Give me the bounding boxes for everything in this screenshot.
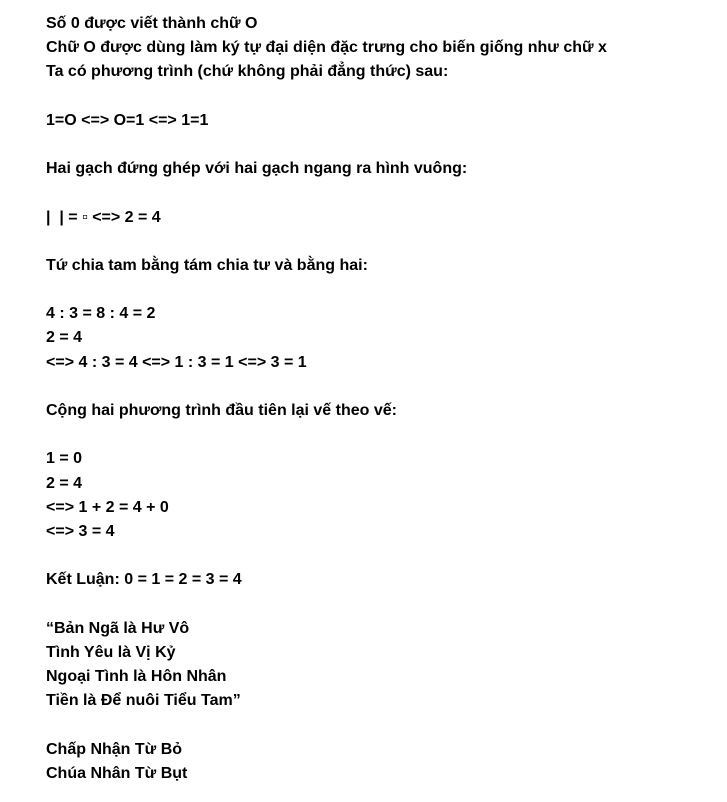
paragraph-3: Tứ chia tam bằng tám chia tư và bằng hai: bbox=[46, 256, 368, 274]
quote-line-1: “Bản Ngã là Hư Vô bbox=[46, 619, 190, 637]
block3-line-1: 4 : 3 = 8 : 4 = 2 bbox=[46, 305, 156, 323]
ending-line-1: Chấp Nhận Từ Bỏ bbox=[46, 740, 183, 758]
blank-line bbox=[46, 230, 716, 254]
blank-line bbox=[46, 423, 716, 447]
block4-line-4: <=> 3 = 4 bbox=[46, 522, 115, 540]
block4-line-1: 1 = 0 bbox=[46, 450, 83, 468]
blank-line bbox=[46, 181, 716, 205]
blank-line bbox=[46, 713, 716, 737]
blank-line bbox=[46, 278, 716, 302]
blank-line bbox=[46, 544, 716, 568]
document-body bbox=[46, 12, 716, 786]
block3-line-2: 2 = 4 bbox=[46, 329, 83, 347]
equation-2: | | = ▫ <=> 2 = 4 bbox=[46, 208, 161, 226]
quote-line-3: Ngoại Tình là Hôn Nhân bbox=[46, 668, 227, 686]
equation-1: 1=O <=> O=1 <=> 1=1 bbox=[46, 111, 209, 129]
paragraph-4: Cộng hai phương trình đầu tiên lại vế theo vế: bbox=[46, 402, 397, 419]
ending-line-2: Chúa Nhân Từ Bụt bbox=[46, 764, 188, 782]
blank-line bbox=[46, 133, 716, 157]
quote-line-2: Tình Yêu là Vị Kỷ bbox=[46, 643, 176, 661]
intro-line-3: Ta có phương trình (chứ không phải đẳng thức) sau: bbox=[46, 63, 449, 81]
intro-line-1: Số 0 được viết thành chữ O bbox=[46, 15, 258, 32]
blank-line bbox=[46, 593, 716, 617]
blank-line bbox=[46, 85, 716, 109]
quote-line-4: Tiền là Để nuôi Tiểu Tam” bbox=[46, 692, 241, 710]
conclusion: Kết Luận: 0 = 1 = 2 = 3 = 4 bbox=[46, 571, 242, 589]
block4-line-3: <=> 1 + 2 = 4 + 0 bbox=[46, 498, 169, 516]
blank-line bbox=[46, 375, 716, 399]
block4-line-2: 2 = 4 bbox=[46, 474, 83, 492]
block3-line-3: <=> 4 : 3 = 4 <=> 1 : 3 = 1 <=> 3 = 1 bbox=[46, 353, 307, 371]
intro-line-2: Chữ O được dùng làm ký tự đại diện đặc trưng cho biến giống như chữ x bbox=[46, 39, 607, 57]
paragraph-2: Hai gạch đứng ghép với hai gạch ngang ra hình vuông: bbox=[46, 160, 468, 178]
